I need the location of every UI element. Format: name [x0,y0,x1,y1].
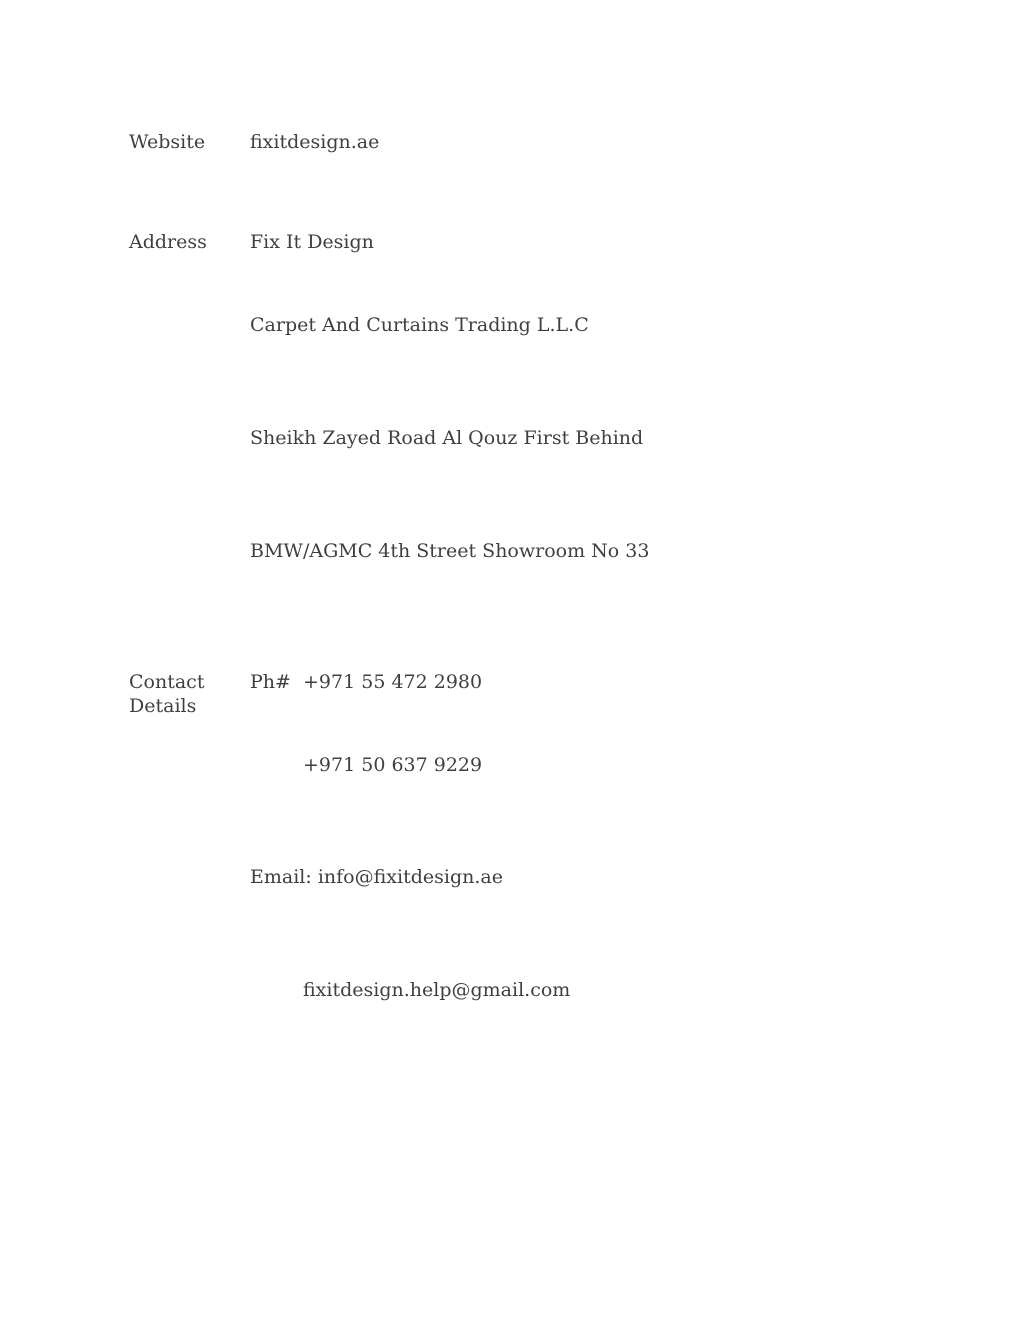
email-address-1: info@fixitdesign.ae [317,866,503,888]
website-value: fixitdesign.ae [250,131,380,153]
phone-number-1: +971 55 472 2980 [303,671,483,693]
email-prefix: Email: [250,866,312,888]
address-line-2: Carpet And Curtains Trading L.L.C [250,314,589,336]
website-label: Website [129,131,206,153]
phone-prefix: Ph# [250,671,291,693]
address-line-3: Sheikh Zayed Road Al Qouz First Behind [250,427,644,449]
address-label: Address [129,231,207,253]
email-row [250,865,503,889]
phone-number-2: +971 50 637 9229 [303,754,483,776]
address-line-4: BMW/AGMC 4th Street Showroom No 33 [250,540,650,562]
address-line-1: Fix It Design [250,231,374,253]
email-address-2: fixitdesign.help@gmail.com [303,979,571,1001]
contact-details-label: Contact Details [129,671,205,717]
